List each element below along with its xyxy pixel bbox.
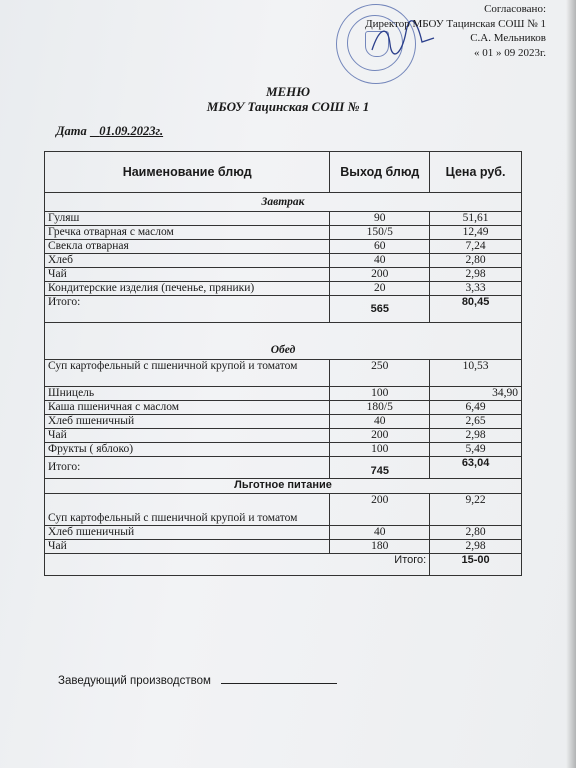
- dish-output: 200: [330, 268, 430, 282]
- dish-name: Хлеб пшеничный: [45, 415, 330, 429]
- section-header-breakfast: Завтрак: [45, 193, 522, 212]
- column-header-price: Цена руб.: [430, 152, 522, 193]
- approval-date: « 01 » 09 2023г.: [473, 46, 546, 59]
- spacer-row: [45, 323, 522, 342]
- dish-output: 200: [330, 429, 430, 443]
- total-price: 80,45: [461, 296, 490, 308]
- table-header-row: [45, 152, 522, 193]
- table-row: [45, 226, 522, 240]
- column-header-dish: Наименование блюд: [45, 152, 330, 193]
- page-edge-shadow: [566, 0, 576, 768]
- dish-name: Чай: [45, 540, 330, 554]
- dish-output: 180/5: [330, 401, 430, 415]
- table-row: [45, 526, 522, 540]
- dish-output: 40: [330, 526, 430, 540]
- footer-label: Заведующий производством: [58, 675, 211, 687]
- approval-name: С.А. Мельников: [470, 32, 546, 44]
- dish-name: Кондитерские изделия (печенье, пряники): [45, 282, 330, 296]
- dish-price: 2,80: [430, 526, 522, 540]
- breakfast-total-row: [45, 296, 522, 323]
- dish-name: Чай: [45, 429, 330, 443]
- dish-output: 40: [330, 254, 430, 268]
- dish-name: Гречка отварная с маслом: [45, 226, 330, 240]
- total-label: Итого:: [330, 554, 430, 576]
- dish-name: Суп картофельный с пшеничной крупой и томатом: [45, 494, 330, 526]
- column-header-output: Выход блюд: [330, 152, 430, 193]
- table-row: [45, 415, 522, 429]
- dish-price: 2,98: [430, 429, 522, 443]
- dish-price: 3,33: [430, 282, 522, 296]
- dish-price: 7,24: [430, 240, 522, 254]
- dish-price: 9,22: [430, 494, 522, 526]
- dish-output: 60: [330, 240, 430, 254]
- table-row: [45, 401, 522, 415]
- dish-output: 90: [330, 212, 430, 226]
- dish-name: Хлеб пшеничный: [45, 526, 330, 540]
- table-row: [45, 282, 522, 296]
- dish-price: 2,98: [430, 268, 522, 282]
- total-price: 63,04: [461, 457, 490, 469]
- menu-table: [44, 151, 522, 576]
- dish-price: 2,98: [430, 540, 522, 554]
- table-row: [45, 387, 522, 401]
- dish-output: 150/5: [330, 226, 430, 240]
- dish-name: Хлеб: [45, 254, 330, 268]
- benefit-total-row: [45, 554, 522, 576]
- dish-output: 200: [330, 494, 430, 526]
- approval-heading: Согласовано:: [484, 3, 546, 15]
- dish-output: 40: [330, 415, 430, 429]
- total-label: Итого:: [45, 296, 330, 323]
- table-row: [45, 540, 522, 554]
- date-label: Дата: [56, 124, 87, 138]
- signature-blank-line: [221, 673, 337, 684]
- table-row: [45, 212, 522, 226]
- table-row: [45, 494, 522, 526]
- footer-signature-line: [58, 673, 337, 687]
- dish-name: Свекла отварная: [45, 240, 330, 254]
- table-row: [45, 240, 522, 254]
- dish-price: 5,49: [430, 443, 522, 457]
- school-name: МБОУ Тацинская СОШ № 1: [206, 99, 370, 114]
- table-row: [45, 360, 522, 387]
- menu-title: МЕНЮ: [265, 84, 311, 99]
- dish-price: 12,49: [430, 226, 522, 240]
- lunch-total-row: [45, 457, 522, 479]
- table-row: [45, 429, 522, 443]
- total-price: 15-00: [461, 554, 490, 566]
- dish-output: 20: [330, 282, 430, 296]
- table-row: [45, 268, 522, 282]
- dish-name: Гуляш: [45, 212, 330, 226]
- dish-price: 2,80: [430, 254, 522, 268]
- approval-position: Директор МБОУ Тацинская СОШ № 1: [365, 17, 546, 30]
- total-output: 565: [370, 303, 389, 315]
- total-output: 745: [370, 465, 389, 477]
- dish-price: 10,53: [430, 360, 522, 387]
- dish-price: 2,65: [430, 415, 522, 429]
- approval-block: [326, 2, 546, 60]
- dish-output: 180: [330, 540, 430, 554]
- dish-name: Фрукты ( яблоко): [45, 443, 330, 457]
- dish-output: 250: [330, 360, 430, 387]
- dish-price: 34,90: [430, 387, 522, 401]
- dish-name: Суп картофельный с пшеничной крупой и томатом: [45, 360, 330, 387]
- table-row: [45, 254, 522, 268]
- table-row: [45, 443, 522, 457]
- dish-output: 100: [330, 443, 430, 457]
- date-line: [56, 124, 163, 139]
- section-header-benefit: Льготное питание: [45, 479, 522, 494]
- dish-name: Чай: [45, 268, 330, 282]
- section-header-lunch: Обед: [45, 341, 522, 360]
- dish-output: 100: [330, 387, 430, 401]
- total-label: Итого:: [45, 457, 330, 479]
- dish-price: 51,61: [430, 212, 522, 226]
- date-value: 01.09.2023г.: [99, 124, 164, 138]
- dish-name: Каша пшеничная с маслом: [45, 401, 330, 415]
- dish-name: Шницель: [45, 387, 330, 401]
- dish-price: 6,49: [430, 401, 522, 415]
